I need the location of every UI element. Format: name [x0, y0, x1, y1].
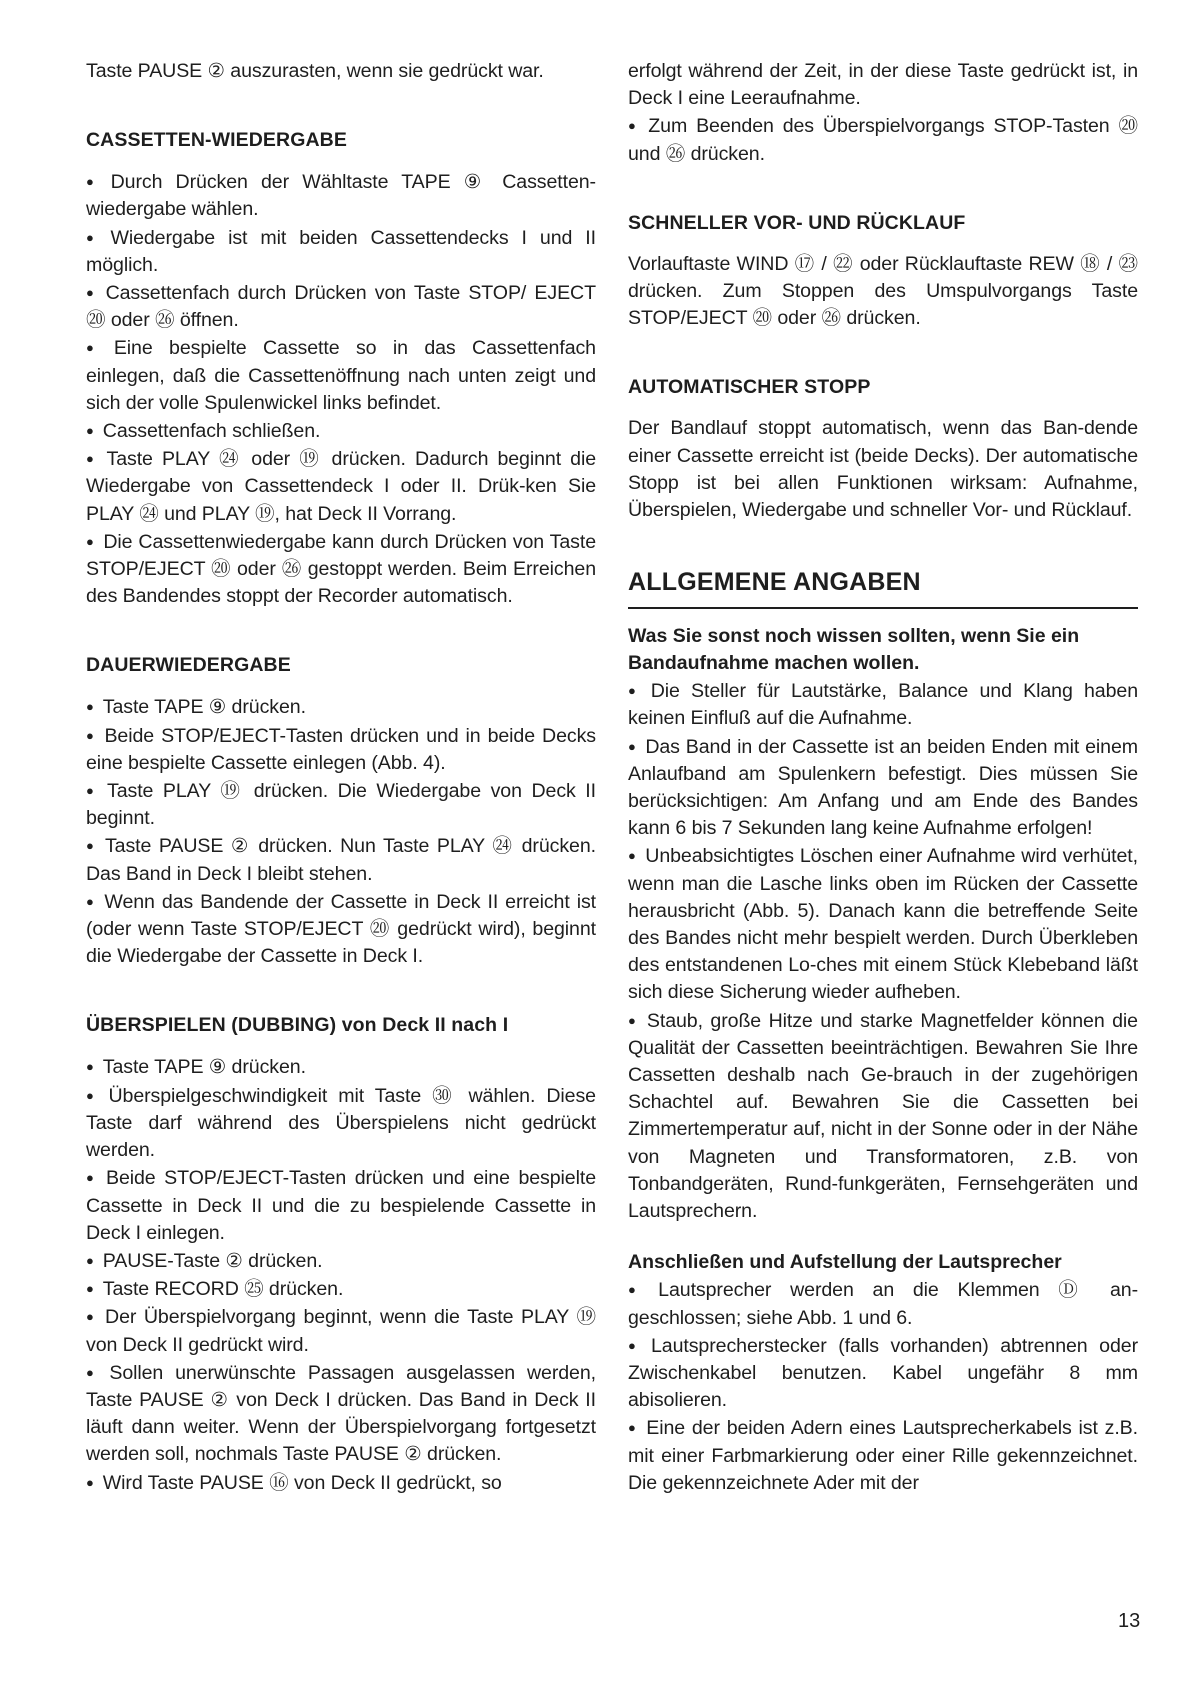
- list-item: ● Cassettenfach schließen.: [86, 417, 596, 445]
- list-item: ● Staub, große Hitze und starke Magnetfelder können die Qualität der Cassetten beeinträchtigen. Bewahren Sie Ihre Cassetten deshalb nach Ge-brauch in der zugehörigen Schachtel auf. Bewahren Sie die Cassetten bei Zimmertemperatur auf, nicht in der Sonne oder in der Nähe von Magneten und Transformatoren, z.B. von Tonbandgeräten, Rund-funkgeräten, Fernsehgeräten und Lautsprechern.: [628, 1007, 1138, 1226]
- heading-automatischer-stopp: AUTOMATISCHER STOPP: [628, 376, 871, 399]
- continued-text: erfolgt während der Zeit, in der diese Taste gedrückt ist, in Deck I eine Leeraufnahme.: [628, 60, 1138, 110]
- list-item: ● Überspielgeschwindigkeit mit Taste ㉚ wählen. Diese Taste darf während des Überspielens nicht gedrückt werden.: [86, 1082, 596, 1165]
- page-number: 13: [1118, 1610, 1141, 1632]
- paragraph: Der Bandlauf stoppt automatisch, wenn das Ban-dende einer Cassette erreicht ist (beide Decks). Der automatische Stopp ist bei allen Funktionen wirksam: Aufnahme, Überspielen, Wiedergabe und schneller Vor- und Rücklauf.: [628, 417, 1138, 522]
- list-item: ● Eine bespielte Cassette so in das Cassettenfach einlegen, daß die Cassettenöffnung nach unten zeigt und sich der volle Spulenwickel links befindet.: [86, 334, 596, 417]
- list-item: ● Sollen unerwünschte Passagen ausgelassen werden, Taste PAUSE ② von Deck I drücken. Das Band in Deck II läuft dann weiter. Wenn der Überspielvorgang fortgesetzt werden soll, nochmals Taste PAUSE ② drücken.: [86, 1359, 596, 1469]
- list-item: ● Unbeabsichtigtes Löschen einer Aufnahme wird verhütet, wenn man die Lasche links oben im Rücken der Cassette herausbricht (Abb. 5). Danach kann die betreffende Seite des Bandes nicht mehr bespielt werden. Durch Überkleben des entstandenen Lo-ches mit einem Stück Klebeband läßt sich diese Sicherung wieder aufheben.: [628, 842, 1138, 1006]
- list-item: ● Cassettenfach durch Drücken von Taste STOP/ EJECT ⑳ oder ㉖ öffnen.: [86, 279, 596, 334]
- list-item: ● Eine der beiden Adern eines Lautsprecherkabels ist z.B. mit einer Farbmarkierung oder einer Rille gekennzeichnet. Die gekennzeichnete Ader mit der: [628, 1414, 1138, 1497]
- list-item: ● Durch Drücken der Wähltaste TAPE ⑨ Cassetten-wiedergabe wählen.: [86, 168, 596, 223]
- list-item: ● Die Cassettenwiedergabe kann durch Drücken von Taste STOP/EJECT ⑳ oder ㉖ gestoppt werden. Beim Erreichen des Bandendes stoppt der Recorder automatisch.: [86, 528, 596, 611]
- list-item: ● Die Steller für Lautstärke, Balance und Klang haben keinen Einfluß auf die Aufnahme.: [628, 677, 1138, 732]
- list-item: ● Lautsprecherstecker (falls vorhanden) abtrennen oder Zwischenkabel benutzen. Kabel ungefähr 8 mm abisolieren.: [628, 1332, 1138, 1415]
- list-item: ● Zum Beenden des Überspielvorgangs STOP-Tasten ⑳ und ㉖ drücken.: [628, 112, 1138, 167]
- list-item: ● Das Band in der Cassette ist an beiden Enden mit einem Anlaufband am Spulenkern befestigt. Dies müssen Sie berücksichtigen: Am Anfang und am Ende des Bandes kann 6 bis 7 Sekunden lang keine Aufnahme erfolgen!: [628, 733, 1138, 843]
- left-column: [86, 58, 596, 1497]
- right-column: [628, 58, 1138, 1497]
- heading-allgemene-angaben: ALLGEMENE ANGABEN: [628, 568, 1138, 609]
- list-item: ● Taste RECORD ㉕ drücken.: [86, 1275, 596, 1303]
- subheading: Anschließen und Aufstellung der Lautsprecher: [628, 1251, 1062, 1274]
- list-item: ● Taste PLAY ㉔ oder ⑲ drücken. Dadurch beginnt die Wiedergabe von Cassettendeck I oder II. Drük-ken Sie PLAY ㉔ und PLAY ⑲, hat Deck II Vorrang.: [86, 445, 596, 528]
- list-item: ● Wird Taste PAUSE ⑯ von Deck II gedrückt, so: [86, 1469, 596, 1497]
- heading-cassetten-wiedergabe: CASSETTEN-WIEDERGABE: [86, 129, 347, 152]
- heading-dauerwiedergabe: DAUERWIEDERGABE: [86, 654, 291, 677]
- subheading: Was Sie sonst noch wissen sollten, wenn Sie ein Bandaufnahme machen wollen.: [628, 625, 1080, 675]
- heading-schneller-vor-ruecklauf: SCHNELLER VOR- UND RÜCKLAUF: [628, 211, 966, 234]
- list-item: ● Beide STOP/EJECT-Tasten drücken und in beide Decks eine bespielte Cassette einlegen (Abb. 4).: [86, 722, 596, 777]
- heading-ueberspielen: ÜBERSPIELEN (DUBBING) von Deck II nach I: [86, 1014, 509, 1037]
- paragraph: Vorlauftaste WIND ⑰ / ㉒ oder Rücklauftaste REW ⑱ / ㉓ drücken. Zum Stoppen des Umspulvorgangs Taste STOP/EJECT ⑳ oder ㉖ drücken.: [628, 252, 1138, 330]
- list-item: ● Lautsprecher werden an die Klemmen Ⓓ an-geschlossen; siehe Abb. 1 und 6.: [628, 1276, 1138, 1331]
- intro-text: Taste PAUSE ② auszurasten, wenn sie gedrückt war.: [86, 60, 544, 82]
- list-item: ● PAUSE-Taste ② drücken.: [86, 1247, 596, 1275]
- list-item: ● Taste PLAY ⑲ drücken. Die Wiedergabe von Deck II beginnt.: [86, 777, 596, 832]
- list-item: ● Der Überspielvorgang beginnt, wenn die Taste PLAY ⑲ von Deck II gedrückt wird.: [86, 1303, 596, 1358]
- list-item: ● Wiedergabe ist mit beiden Cassettendecks I und II möglich.: [86, 224, 596, 279]
- list-item: ● Taste PAUSE ② drücken. Nun Taste PLAY ㉔ drücken. Das Band in Deck I bleibt stehen.: [86, 832, 596, 887]
- list-item: ● Taste TAPE ⑨ drücken.: [86, 693, 596, 721]
- list-item: ● Wenn das Bandende der Cassette in Deck II erreicht ist (oder wenn Taste STOP/EJECT ⑳ gedrückt wird), beginnt die Wiedergabe der Cassette in Deck I.: [86, 888, 596, 971]
- list-item: ● Beide STOP/EJECT-Tasten drücken und eine bespielte Cassette in Deck II und die zu bespielende Cassette in Deck I einlegen.: [86, 1164, 596, 1247]
- list-item: ● Taste TAPE ⑨ drücken.: [86, 1053, 596, 1081]
